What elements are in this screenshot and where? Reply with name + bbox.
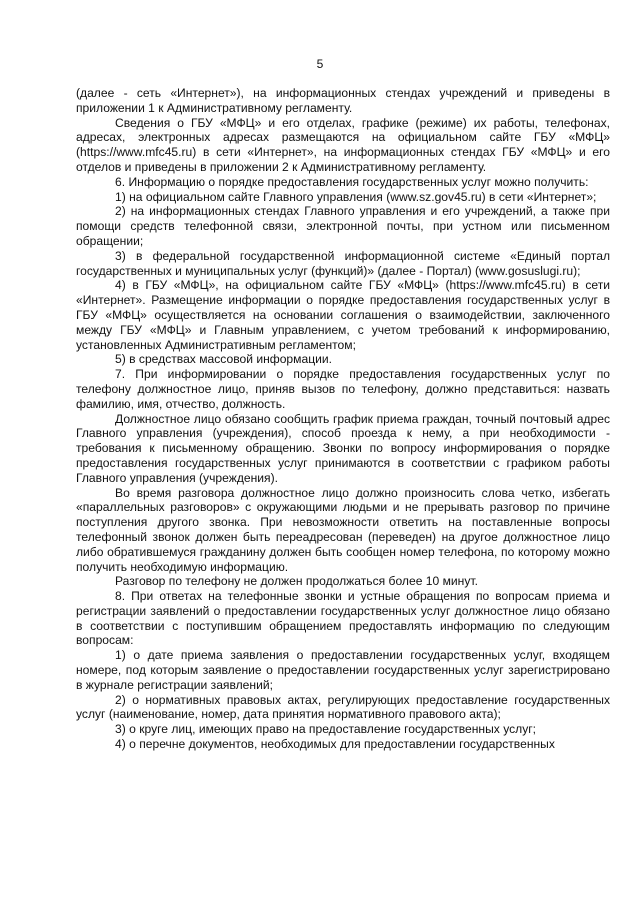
list-item-6-1: 1) на официальном сайте Главного управления (www.sz.gov45.ru) в сети «Интернет»;	[115, 189, 597, 204]
paragraph-item-7: 7. При информировании о порядке предоставления государственных услуг по телефону должностное лицо, приняв вызов по телефону, должно представиться: назвать фамилию, имя, отчество, должность.	[76, 367, 610, 411]
document-body	[76, 86, 610, 752]
page-number: 5	[316, 57, 324, 71]
list-item-6-5: 5) в средствах массовой информации.	[115, 352, 332, 367]
paragraph-official-duties: Должностное лицо обязано сообщить график приема граждан, точный почтовый адрес Главного управления (учреждения), способ проезда к нему, а при необходимости - требования к письменному обращению. Звонки по вопросу информирования о порядке предоставления государственных услуг принимаются в соответствии с графиком работы Главного управления (учреждения).	[76, 411, 610, 485]
list-item-8-1: 1) о дате приема заявления о предоставлении государственных услуг, входящем номере, под которым заявление о предоставлении государственных услуг зарегистрировано в журнале регистрации заявлений;	[76, 648, 610, 692]
list-item-8-3: 3) о круге лиц, имеющих право на предоставление государственных услуг;	[115, 722, 537, 737]
paragraph-call-duration: Разговор по телефону не должен продолжаться более 10 минут.	[115, 574, 478, 589]
list-item-6-3: 3) в федеральной государственной информационной системе «Единый портал государственных и муниципальных услуг (функций)» (далее - Портал) (www.gosuslugi.ru);	[76, 248, 610, 278]
list-item-8-4: 4) о перечне документов, необходимых для предоставлении государственных	[115, 737, 555, 752]
list-item-8-2: 2) о нормативных правовых актах, регулирующих предоставление государственных услуг (наименование, номер, дата принятия нормативного правового акта);	[76, 692, 610, 722]
paragraph-conversation-rules: Во время разговора должностное лицо должно произносить слова четко, избегать «параллельных разговоров» с окружающими людьми и не прерывать разговор по причине поступления другого звонка. При невозможности ответить на поставленные вопросы телефонный звонок должен быть переадресован (переведен) на другое должностное лицо либо обратившемуся гражданину должен быть сообщен номер телефона, по которому можно получить необходимую информацию.	[76, 485, 610, 574]
paragraph-mfc-info: Сведения о ГБУ «МФЦ» и его отделах, графике (режиме) их работы, телефонах, адресах, электронных адресах размещаются на официальном сайте ГБУ «МФЦ» (https://www.mfc45.ru) в сети «Интернет», на информационных стендах ГБУ «МФЦ» и его отделов и приведены в приложении 2 к Административному регламенту.	[76, 115, 610, 174]
list-item-6-2: 2) на информационных стендах Главного управления и его учреждений, а также при помощи средств телефонной связи, электронной почты, при устном или письменном обращении;	[76, 204, 610, 248]
list-item-6-4: 4) в ГБУ «МФЦ», на официальном сайте ГБУ «МФЦ» (https://www.mfc45.ru) в сети «Интернет». Размещение информации о порядке предоставления государственных услуг в ГБУ «МФЦ» осуществляется на основании соглашения о взаимодействии, заключенного между ГБУ «МФЦ» и Главным управлением, с учетом требований к информированию, установленных Административным регламентом;	[76, 278, 610, 352]
paragraph-item-6: 6. Информацию о порядке предоставления государственных услуг можно получить:	[115, 174, 589, 189]
paragraph-item-8: 8. При ответах на телефонные звонки и устные обращения по вопросам приема и регистрации заявлений о предоставлении государственных услуг должностное лицо обязано в соответствии с поступившим обращением предоставлять информацию по следующим вопросам:	[76, 589, 610, 648]
paragraph-continuation: (далее - сеть «Интернет»), на информационных стендах учреждений и приведены в приложении 1 к Административному регламенту.	[76, 86, 610, 115]
